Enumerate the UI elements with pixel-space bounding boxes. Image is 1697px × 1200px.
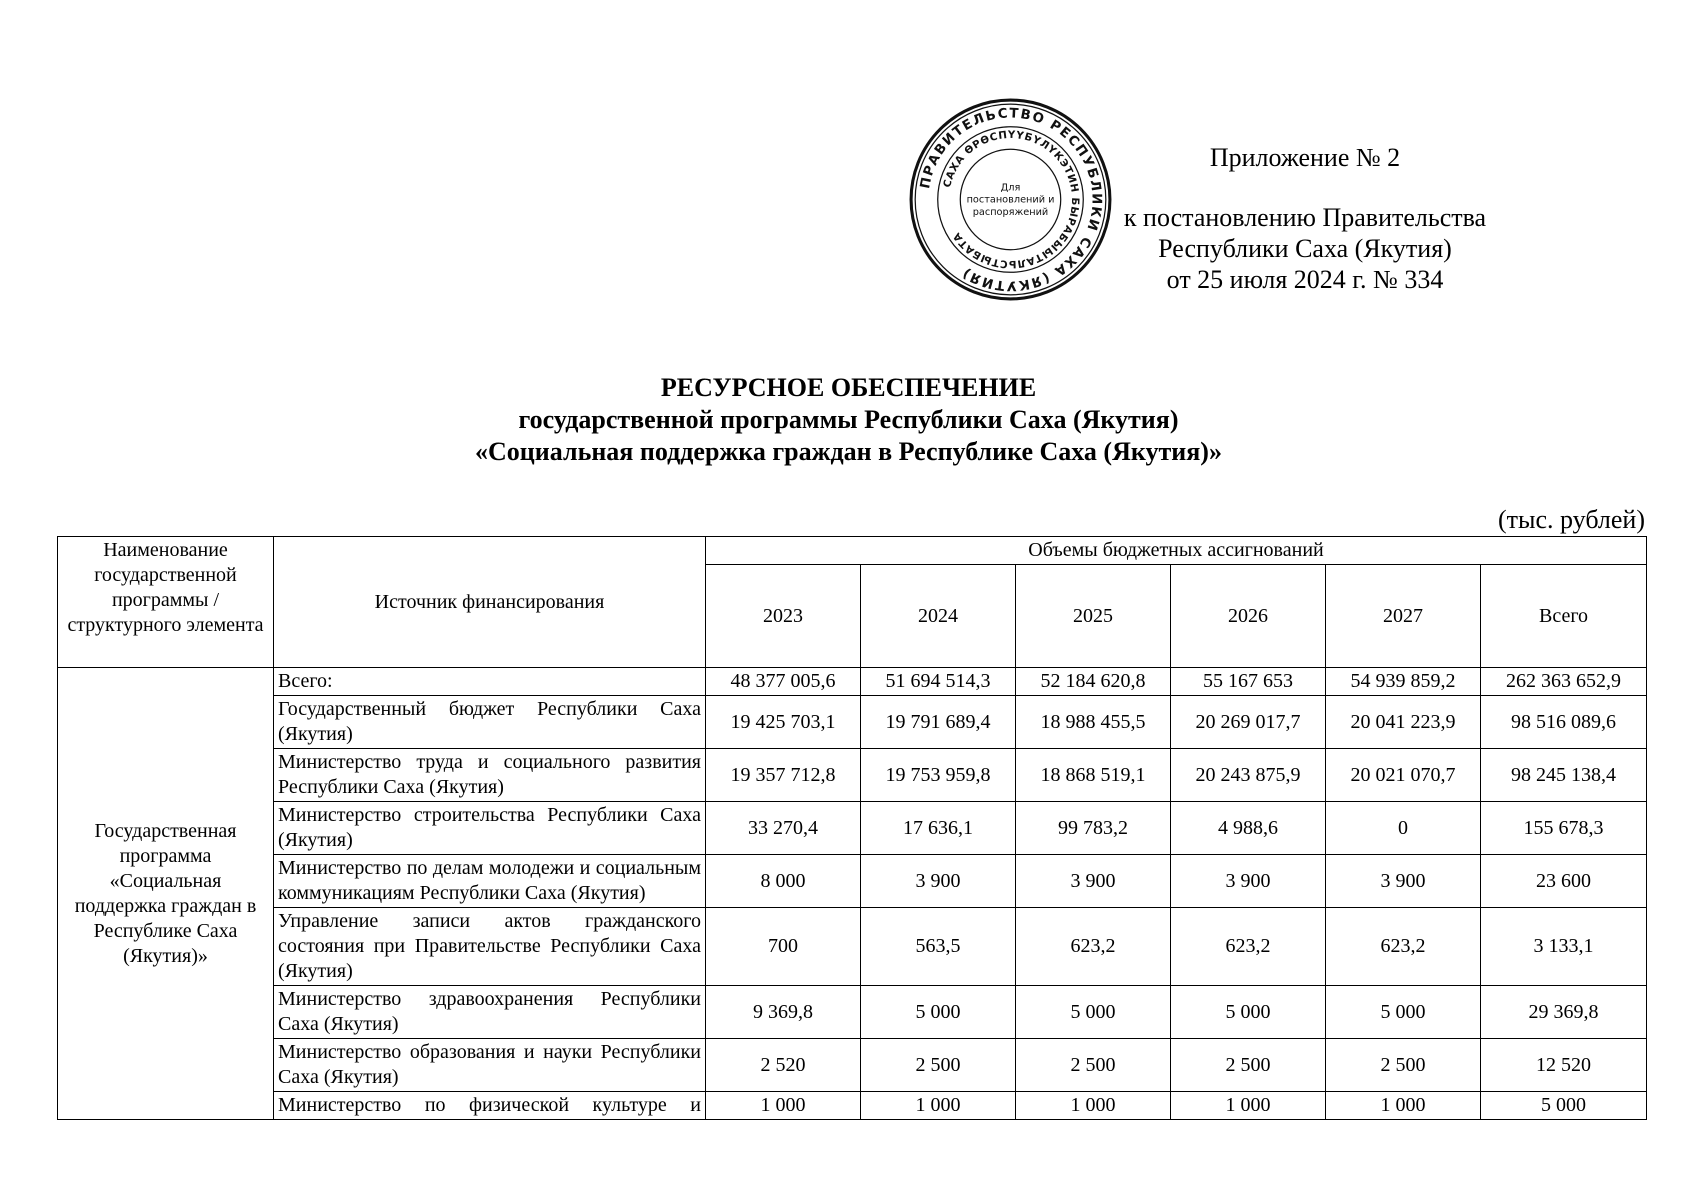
value-cell: 19 357 712,8 bbox=[706, 749, 861, 802]
value-cell: 19 753 959,8 bbox=[861, 749, 1016, 802]
value-cell: 12 520 bbox=[1481, 1039, 1647, 1092]
title-line-2: государственной программы Республики Саха (Якутия) bbox=[518, 405, 1179, 434]
value-cell: 5 000 bbox=[1171, 986, 1326, 1039]
appendix-header bbox=[1090, 142, 1520, 295]
seal-outer-text: ПРАВИТЕЛЬСТВО РЕСПУБЛИКИ САХА (ЯКУТИЯ) bbox=[918, 106, 1104, 293]
value-cell: 3 900 bbox=[861, 855, 1016, 908]
value-cell: 2 520 bbox=[706, 1039, 861, 1092]
value-cell: 2 500 bbox=[1171, 1039, 1326, 1092]
table-row bbox=[58, 908, 1647, 986]
value-cell: 29 369,8 bbox=[1481, 986, 1647, 1039]
appendix-line-3: от 25 июля 2024 г. № 334 bbox=[1166, 265, 1444, 294]
header-year-2025: 2025 bbox=[1016, 565, 1171, 668]
source-cell: Всего: bbox=[274, 668, 706, 696]
header-program-name: Наименование государственной программы / структурного элемента bbox=[58, 537, 274, 668]
source-cell: Министерство труда и социального развития Республики Саха (Якутия) bbox=[274, 749, 706, 802]
value-cell: 623,2 bbox=[1326, 908, 1481, 986]
value-cell: 9 369,8 bbox=[706, 986, 861, 1039]
value-cell: 155 678,3 bbox=[1481, 802, 1647, 855]
table-row bbox=[58, 986, 1647, 1039]
value-cell: 52 184 620,8 bbox=[1016, 668, 1171, 696]
value-cell: 19 791 689,4 bbox=[861, 696, 1016, 749]
header-year-2026: 2026 bbox=[1171, 565, 1326, 668]
value-cell: 1 000 bbox=[1326, 1092, 1481, 1120]
value-cell: 18 868 519,1 bbox=[1016, 749, 1171, 802]
value-cell: 5 000 bbox=[1481, 1092, 1647, 1120]
appendix-number: Приложение № 2 bbox=[1209, 143, 1401, 172]
value-cell: 262 363 652,9 bbox=[1481, 668, 1647, 696]
source-cell: Министерство строительства Республики Саха (Якутия) bbox=[274, 802, 706, 855]
value-cell: 5 000 bbox=[861, 986, 1016, 1039]
value-cell: 2 500 bbox=[1016, 1039, 1171, 1092]
value-cell: 20 021 070,7 bbox=[1326, 749, 1481, 802]
value-cell: 8 000 bbox=[706, 855, 861, 908]
value-cell: 5 000 bbox=[1016, 986, 1171, 1039]
document-title bbox=[0, 372, 1697, 468]
title-line-3: «Социальная поддержка граждан в Республике Саха (Якутия)» bbox=[475, 437, 1222, 466]
header-source: Источник финансирования bbox=[274, 537, 706, 668]
value-cell: 5 000 bbox=[1326, 986, 1481, 1039]
header-volumes: Объемы бюджетных ассигнований bbox=[706, 537, 1647, 565]
header-year-2024: 2024 bbox=[861, 565, 1016, 668]
source-cell: Министерство образования и науки Республики Саха (Якутия) bbox=[274, 1039, 706, 1092]
value-cell: 51 694 514,3 bbox=[861, 668, 1016, 696]
value-cell: 33 270,4 bbox=[706, 802, 861, 855]
value-cell: 19 425 703,1 bbox=[706, 696, 861, 749]
header-year-2027: 2027 bbox=[1326, 565, 1481, 668]
value-cell: 3 900 bbox=[1171, 855, 1326, 908]
program-name-cell: Государственная программа «Социальная поддержка граждан в Республике Саха (Якутия)» bbox=[58, 668, 274, 1120]
value-cell: 54 939 859,2 bbox=[1326, 668, 1481, 696]
value-cell: 623,2 bbox=[1171, 908, 1326, 986]
value-cell: 17 636,1 bbox=[861, 802, 1016, 855]
value-cell: 4 988,6 bbox=[1171, 802, 1326, 855]
appendix-line-2: Республики Саха (Якутия) bbox=[1158, 234, 1452, 263]
table-row bbox=[58, 668, 1647, 696]
value-cell: 3 900 bbox=[1016, 855, 1171, 908]
source-cell: Государственный бюджет Республики Саха (Якутия) bbox=[274, 696, 706, 749]
appendix-line-1: к постановлению Правительства bbox=[1123, 203, 1487, 232]
budget-table bbox=[57, 536, 1647, 1120]
value-cell: 2 500 bbox=[1326, 1039, 1481, 1092]
value-cell: 1 000 bbox=[1016, 1092, 1171, 1120]
official-seal bbox=[908, 97, 1113, 302]
value-cell: 55 167 653 bbox=[1171, 668, 1326, 696]
value-cell: 3 900 bbox=[1326, 855, 1481, 908]
value-cell: 23 600 bbox=[1481, 855, 1647, 908]
table-row bbox=[58, 802, 1647, 855]
source-cell: Министерство по делам молодежи и социальным коммуникациям Республики Саха (Якутия) bbox=[274, 855, 706, 908]
units-label: (тыс. рублей) bbox=[1497, 505, 1645, 534]
seal-center-line-3: распоряжений bbox=[972, 206, 1049, 218]
table-row bbox=[58, 855, 1647, 908]
value-cell: 623,2 bbox=[1016, 908, 1171, 986]
value-cell: 20 243 875,9 bbox=[1171, 749, 1326, 802]
header-total: Всего bbox=[1481, 565, 1647, 668]
value-cell: 18 988 455,5 bbox=[1016, 696, 1171, 749]
source-cell: Министерство здравоохранения Республики Саха (Якутия) bbox=[274, 986, 706, 1039]
value-cell: 99 783,2 bbox=[1016, 802, 1171, 855]
value-cell: 1 000 bbox=[861, 1092, 1016, 1120]
seal-center-line-1: Для bbox=[1000, 182, 1021, 194]
source-cell: Управление записи актов гражданского состояния при Правительстве Республики Саха (Якутия) bbox=[274, 908, 706, 986]
table-row bbox=[58, 1092, 1647, 1120]
value-cell: 1 000 bbox=[706, 1092, 861, 1120]
table-row bbox=[58, 696, 1647, 749]
value-cell: 0 bbox=[1326, 802, 1481, 855]
header-year-2023: 2023 bbox=[706, 565, 861, 668]
value-cell: 3 133,1 bbox=[1481, 908, 1647, 986]
table-row bbox=[58, 749, 1647, 802]
value-cell: 2 500 bbox=[861, 1039, 1016, 1092]
value-cell: 48 377 005,6 bbox=[706, 668, 861, 696]
seal-inner-text: САХА ӨРӨСПҮҮБҮЛҮКЭТИН БЫРАБЫЫТАЛЬСТЫБАТА bbox=[941, 128, 1082, 271]
value-cell: 700 bbox=[706, 908, 861, 986]
value-cell: 20 269 017,7 bbox=[1171, 696, 1326, 749]
value-cell: 20 041 223,9 bbox=[1326, 696, 1481, 749]
value-cell: 1 000 bbox=[1171, 1092, 1326, 1120]
source-cell: Министерство по физической культуре и bbox=[274, 1092, 706, 1120]
table-row bbox=[58, 1039, 1647, 1092]
value-cell: 98 516 089,6 bbox=[1481, 696, 1647, 749]
value-cell: 98 245 138,4 bbox=[1481, 749, 1647, 802]
seal-center-line-2: постановлений и bbox=[966, 194, 1055, 206]
title-line-1: РЕСУРСНОЕ ОБЕСПЕЧЕНИЕ bbox=[660, 373, 1037, 402]
value-cell: 563,5 bbox=[861, 908, 1016, 986]
